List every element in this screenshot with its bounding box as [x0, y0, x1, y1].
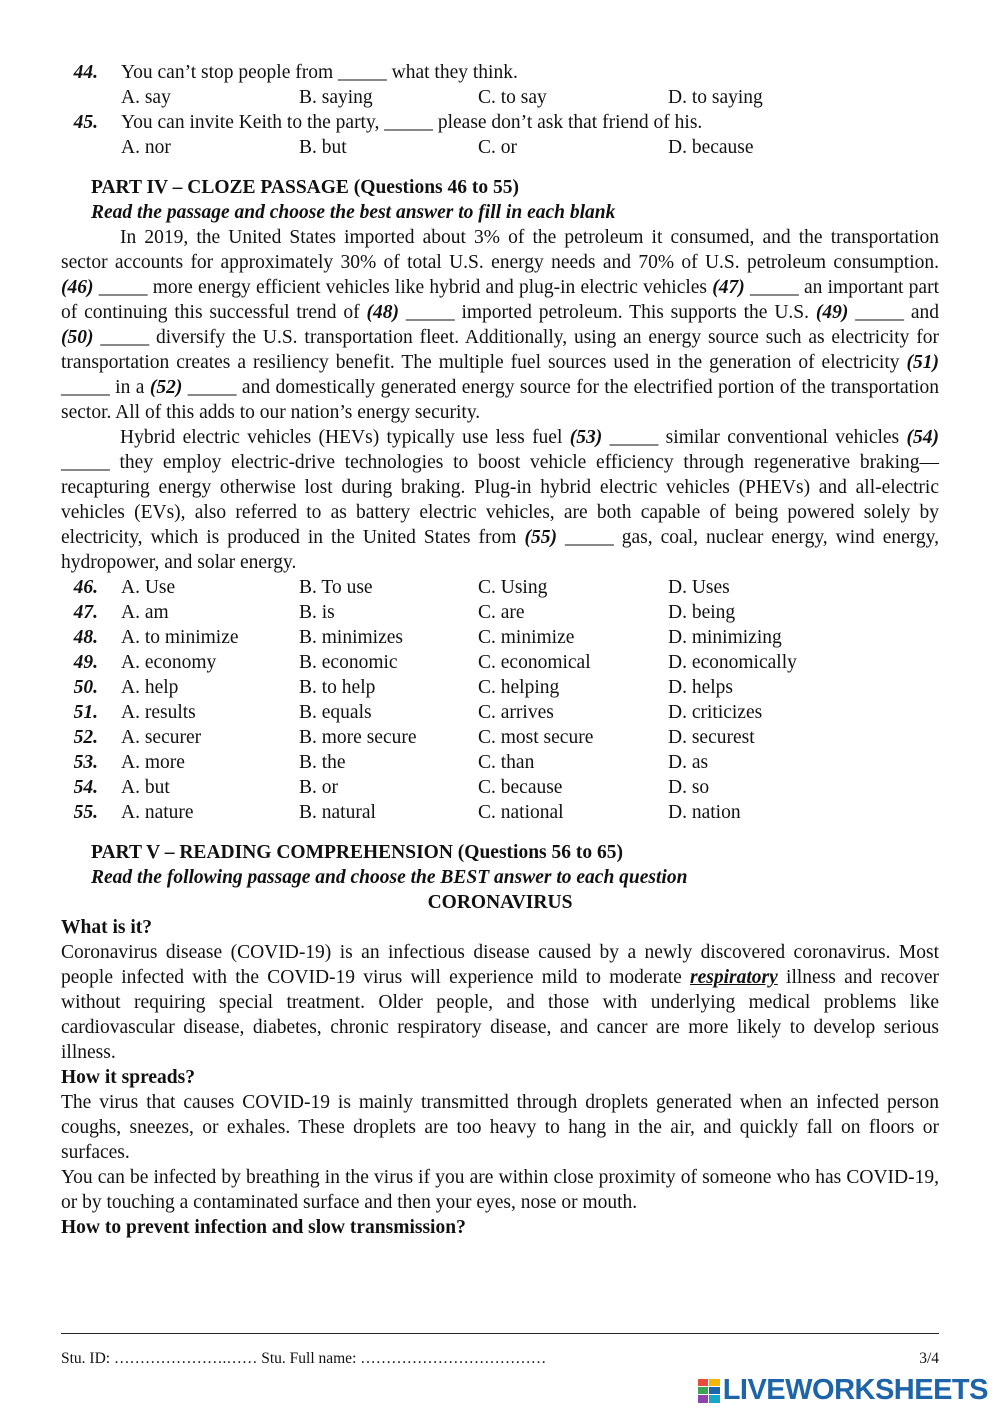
highlighted-word: respiratory: [690, 967, 778, 988]
option-b[interactable]: B. minimizes: [299, 627, 403, 648]
option-a[interactable]: A. more: [121, 752, 185, 773]
answer-row-55: 55. A. nature B. natural C. national D. nation: [73, 802, 741, 823]
option-c[interactable]: C. to say: [478, 87, 547, 108]
reading-paragraph-1: Coronavirus disease (COVID-19) is an infectious disease caused by a newly discovered coronavirus. Most people infected with the COVID-19 virus will experience mild to moderate respiratory illness and recover without requiring special treatment. Older people, and those with underlying medical problems like cardiovascular disease, diabetes, chronic respiratory disease, and cancer are more likely to develop serious illness.: [61, 942, 939, 1063]
part4-instruction: Read the passage and choose the best answer to fill in each blank: [91, 202, 616, 223]
part4-heading: PART IV – CLOZE PASSAGE (Questions 46 to 55): [91, 177, 520, 198]
answer-row-54: 54. A. but B. or C. because D. so: [73, 777, 710, 798]
section-heading-prevent: How to prevent infection and slow transmission?: [61, 1217, 466, 1238]
option-a[interactable]: A. but: [121, 777, 170, 798]
question-45: [61, 110, 939, 160]
footer-divider: [61, 1333, 939, 1334]
option-b[interactable]: B. the: [299, 752, 346, 773]
option-a[interactable]: A. help: [121, 677, 179, 698]
option-d[interactable]: D. helps: [668, 677, 733, 698]
option-a[interactable]: A. securer: [121, 727, 202, 748]
option-c[interactable]: C. most secure: [478, 727, 594, 748]
liveworksheets-wordmark: LIVEWORKSHEETS: [722, 1374, 988, 1406]
option-c[interactable]: C. arrives: [478, 702, 554, 723]
answer-row-46: 46. A. Use B. To use C. Using D. Uses: [73, 577, 730, 598]
option-a[interactable]: A. economy: [121, 652, 217, 673]
option-d[interactable]: D. economically: [668, 652, 797, 673]
blank-49[interactable]: (49): [815, 302, 849, 323]
answer-row-50: 50. A. help B. to help C. helping D. helps: [73, 677, 733, 698]
blank-46[interactable]: (46): [61, 277, 94, 298]
option-b[interactable]: B. but: [299, 137, 347, 158]
option-a[interactable]: A. Use: [121, 577, 176, 598]
reading-paragraph-3: You can be infected by breathing in the virus if you are within close proximity of someone who has COVID-19, or by touching a contaminated surface and then your eyes, nose or mouth.: [61, 1167, 939, 1213]
blank-52[interactable]: (52): [149, 377, 183, 398]
option-b[interactable]: B. saying: [299, 87, 373, 108]
option-d[interactable]: D. to saying: [668, 87, 763, 108]
question-stem: You can’t stop people from _____ what they think.: [121, 62, 518, 83]
section-heading-spreads: How it spreads?: [61, 1067, 195, 1088]
option-d[interactable]: D. because: [668, 137, 754, 158]
blank-53[interactable]: (53): [569, 427, 603, 448]
option-b[interactable]: B. is: [299, 602, 335, 623]
blank-55[interactable]: (55): [524, 527, 557, 548]
option-a[interactable]: A. am: [121, 602, 169, 623]
option-b[interactable]: B. to help: [299, 677, 376, 698]
reading-paragraph-2: The virus that causes COVID-19 is mainly transmitted through droplets generated when an infected person coughs, sneezes, or exhales. These droplets are too heavy to hang in the air, and quickly fall on floors or surfaces.: [61, 1092, 939, 1163]
part5-heading: PART V – READING COMPREHENSION (Questions 56 to 65): [91, 842, 623, 863]
answer-row-48: 48. A. to minimize B. minimizes C. minimize D. minimizing: [73, 627, 782, 648]
option-a[interactable]: A. results: [121, 702, 196, 723]
blank-51[interactable]: (51): [906, 352, 939, 373]
passage-title: CORONAVIRUS: [427, 892, 573, 913]
student-info-line: Stu. ID: ………………….…… Stu. Full name: ………………………………: [61, 1350, 547, 1367]
option-c[interactable]: C. national: [478, 802, 564, 823]
option-b[interactable]: B. or: [299, 777, 338, 798]
liveworksheets-logo: [698, 1374, 988, 1407]
answer-row-51: 51. A. results B. equals C. arrives D. criticizes: [73, 702, 763, 723]
cloze-answer-table: [61, 575, 939, 825]
question-number: 45.: [73, 112, 98, 133]
option-d[interactable]: D. criticizes: [668, 702, 763, 723]
option-c[interactable]: C. or: [478, 137, 517, 158]
part5-instruction: Read the following passage and choose the BEST answer to each question: [91, 867, 688, 888]
question-stem: You can invite Keith to the party, _____ please don’t ask that friend of his.: [121, 112, 703, 133]
option-a[interactable]: A. say: [121, 87, 171, 108]
blank-50[interactable]: (50): [61, 327, 94, 348]
option-a[interactable]: A. to minimize: [121, 627, 239, 648]
option-c[interactable]: C. because: [478, 777, 563, 798]
option-c[interactable]: C. economical: [478, 652, 591, 673]
option-b[interactable]: B. natural: [299, 802, 376, 823]
option-c[interactable]: C. are: [478, 602, 525, 623]
liveworksheets-icon: [698, 1379, 720, 1403]
question-44: [61, 60, 939, 110]
option-d[interactable]: D. securest: [668, 727, 755, 748]
blank-48[interactable]: (48): [366, 302, 399, 323]
option-d[interactable]: D. being: [668, 602, 736, 623]
cloze-paragraph-2: Hybrid electric vehicles (HEVs) typically use less fuel (53) _____ similar conventional vehicles (54) _____ they employ electric-drive technologies to boost vehicle efficiency through regenerative braking—recapturing energy otherwise lost during braking. Plug-in hybrid electric vehicles (PHEVs) and all-electric vehicles (EVs), also referred to as battery electric vehicles, are both capable of being powered solely by electricity, which is produced in the United States from (55) _____ gas, coal, nuclear energy, wind energy, hydropower, and solar energy.: [61, 427, 940, 573]
option-d[interactable]: D. minimizing: [668, 627, 782, 648]
answer-row-53: 53. A. more B. the C. than D. as: [73, 752, 709, 773]
option-b[interactable]: B. economic: [299, 652, 398, 673]
option-a[interactable]: A. nature: [121, 802, 194, 823]
option-b[interactable]: B. To use: [299, 577, 373, 598]
blank-47[interactable]: (47): [712, 277, 745, 298]
option-b[interactable]: B. equals: [299, 702, 372, 723]
answer-row-49: 49. A. economy B. economic C. economical D. economically: [73, 652, 797, 673]
page-footer: [61, 1350, 939, 1368]
option-a[interactable]: A. nor: [121, 137, 171, 158]
answer-row-47: 47. A. am B. is C. are D. being: [73, 602, 736, 623]
option-c[interactable]: C. helping: [478, 677, 560, 698]
option-d[interactable]: D. Uses: [668, 577, 730, 598]
option-d[interactable]: D. as: [668, 752, 709, 773]
blank-54[interactable]: (54): [906, 427, 939, 448]
question-number: 44.: [73, 62, 98, 83]
page-number: 3/4: [919, 1350, 939, 1367]
section-heading-what: What is it?: [61, 917, 153, 938]
worksheet-page: [61, 60, 939, 1240]
answer-row-52: 52. A. securer B. more secure C. most secure D. securest: [73, 727, 755, 748]
option-b[interactable]: B. more secure: [299, 727, 417, 748]
option-c[interactable]: C. than: [478, 752, 535, 773]
cloze-paragraph-1: In 2019, the United States imported about 3% of the petroleum it consumed, and the transportation sector accounts for approximately 30% of total U.S. energy needs and 70% of U.S. petroleum consumption. (46) _____ more energy efficient vehicles like hybrid and plug-in electric vehicles (47) _____ an important part of continuing this successful trend of (48) _____ imported petroleum. This supports the U.S. (49) _____ and (50) _____ diversify the U.S. transportation fleet. Additionally, using an energy source such as electricity for transportation creates a resiliency benefit. The multiple fuel sources used in the generation of electricity (51) _____ in a (52) _____ and domestically generated energy source for the electrified portion of the transportation sector. All of this adds to our nation’s energy security.: [61, 227, 940, 423]
option-c[interactable]: C. Using: [478, 577, 548, 598]
option-d[interactable]: D. nation: [668, 802, 741, 823]
option-d[interactable]: D. so: [668, 777, 710, 798]
option-c[interactable]: C. minimize: [478, 627, 575, 648]
